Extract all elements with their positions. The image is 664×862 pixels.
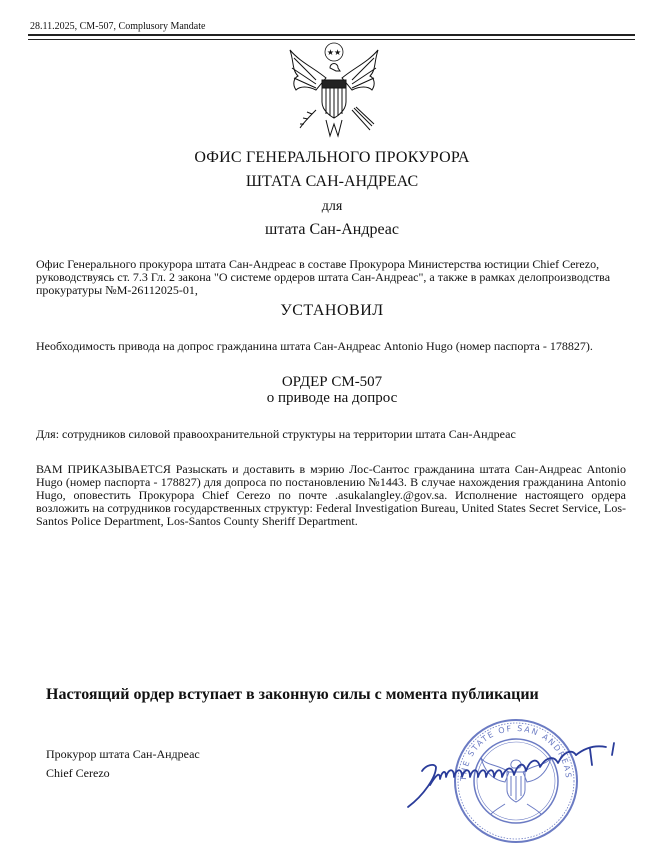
office-title: ОФИС ГЕНЕРАЛЬНОГО ПРОКУРОРА <box>194 149 470 166</box>
command-lead: ВАМ ПРИКАЗЫВАЕТСЯ <box>36 462 171 476</box>
intro-paragraph: Офис Генерального прокурора штата Сан-Андреас в составе Прокурора Министерства юстиции Chief Cerezo, руководствуясь ст. 7.3 Гл. 2 закона "О системе ордеров штата Сан-Андреас", а также в рамках делопроизводства прокуратуры №M-26112025-01, <box>36 257 611 297</box>
for-label: для <box>321 199 343 214</box>
state-title: ШТАТА САН-АНДРЕАС <box>245 173 419 190</box>
signature-icon <box>400 735 630 815</box>
header-rule-thick <box>28 34 635 36</box>
seal-ring-text: THE STATE OF SAN ANDREAS <box>458 723 574 782</box>
state-subtitle: штата Сан-Андреас <box>265 221 399 238</box>
order-title: ОРДЕР CM-507 <box>281 374 383 390</box>
signer-name: Chief Cerezo <box>46 766 110 780</box>
order-subtitle: о приводе на допрос <box>266 390 398 406</box>
decision-heading: УСТАНОВИЛ <box>280 302 384 319</box>
necessity-paragraph: Необходимость привода на допрос гражданина штата Сан-Андреас Antonio Hugo (номер паспорта - 178827). <box>36 339 593 353</box>
command-text: Разыскать и доставить в мэрию Лос-Сантос гражданина штата Сан-Андреас Antonio Hugo (номер паспорта - 178827) для допроса по постановлению №1443. В случае нахождения гражданина Antonio Hugo, оповестить Прокурора Chief Cerezo по почте .asukalangley.@gov.sa. Исполнение настоящего ордера возложить на сотрудников государственных структур: Federal Investigation Bureau, United States Secret Service, Los-Santos Police Department, Los-Santos County Sheriff Department. <box>36 462 626 528</box>
svg-text:★★: ★★ <box>326 48 342 57</box>
command-paragraph <box>36 463 626 528</box>
signer-title: Прокурор штата Сан-Андреас <box>46 747 200 761</box>
addressee-paragraph: Для: сотрудников силовой правоохранительной структуры на территории штата Сан-Андреас <box>36 427 516 441</box>
eagle-emblem-icon <box>286 40 382 146</box>
effective-statement: Настоящий ордер вступает в законную силы с момента публикации <box>46 686 539 703</box>
document-header-line: 28.11.2025, CM-507, Complusory Mandate <box>30 21 206 32</box>
